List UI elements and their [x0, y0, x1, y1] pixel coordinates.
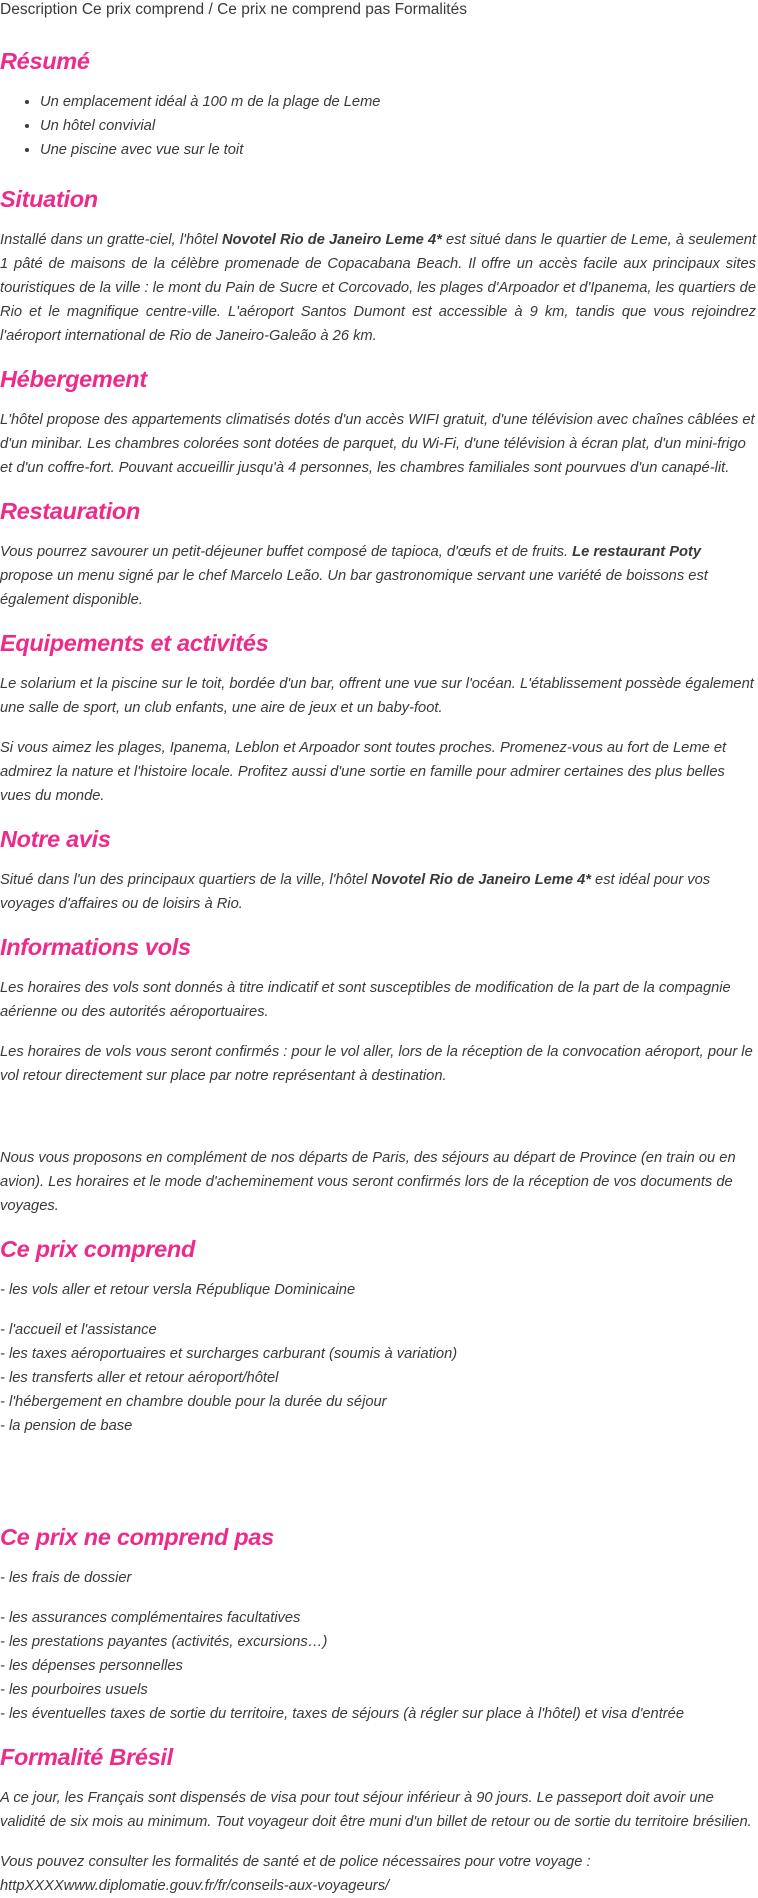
ne-comprend-item: - les éventuelles taxes de sortie du territoire, taxes de séjours (à régler sur place à l'hôtel) et visa d'entrée: [0, 1706, 685, 1722]
avis-text-after: est idéal pour vos voyages d'affaires ou de loisirs à Rio.: [0, 872, 711, 912]
tab-includes[interactable]: Ce prix comprend /: [81, 1, 213, 18]
tab-formalities[interactable]: Formalités: [394, 1, 467, 18]
comprend-first-item: - les vols aller et retour versla République Dominicaine: [0, 1282, 356, 1298]
hebergement-heading: Hébergement: [0, 366, 147, 392]
ne-comprend-item: - les assurances complémentaires facultatives: [0, 1610, 301, 1626]
diplomatie-link[interactable]: httpXXXXwww.diplomatie.gouv.fr/fr/conseils-aux-voyageurs/: [0, 1878, 390, 1894]
restauration-text-after: propose un menu signé par le chef Marcelo Leão. Un bar gastronomique servant une variété de boissons est également disponible.: [0, 568, 708, 608]
comprend-item: - l'hébergement en chambre double pour la durée du séjour: [0, 1394, 387, 1410]
comprend-heading: Ce prix comprend: [0, 1236, 195, 1262]
formalite-paragraph-1: A ce jour, les Français sont dispensés de visa pour tout séjour inférieur à 90 jours. Le passeport doit avoir une validité de six mois au minimum. Tout voyageur doit être muni d'un billet de retour ou de sortie du territoire brésilien.: [0, 1790, 752, 1830]
vols-heading: Informations vols: [0, 934, 191, 960]
ne-comprend-list: [0, 1606, 756, 1726]
ne-comprend-heading: Ce prix ne comprend pas: [0, 1524, 274, 1550]
vols-paragraph-1: Les horaires des vols sont donnés à titre indicatif et sont susceptibles de modification de la part de la compagnie aérienne ou des autorités aéroportuaires.: [0, 980, 731, 1020]
situation-paragraph: [0, 228, 756, 348]
comprend-item: - les transferts aller et retour aéroport/hôtel: [0, 1370, 279, 1386]
resume-item: • Un hôtel convivial: [40, 114, 756, 138]
ne-comprend-first-item: - les frais de dossier: [0, 1570, 132, 1586]
avis-hotel-name: Novotel Rio de Janeiro Leme 4*: [371, 872, 591, 888]
resume-item: • Un emplacement idéal à 100 m de la plage de Leme: [40, 90, 756, 114]
ne-comprend-item: - les prestations payantes (activités, excursions…): [0, 1634, 328, 1650]
vols-paragraph-2: Les horaires de vols vous seront confirmés : pour le vol aller, lors de la réception de la convocation aéroport, pour le vol retour directement sur place par notre représentant à destination.: [0, 1044, 753, 1084]
situation-text-after: est situé dans le quartier de Leme, à seulement 1 pâté de maisons de la célèbre promenade de Copacabana Beach. Il offre un accès facile aux principaux sites touristiques de la ville : le mont du Pain de Sucre et Corcovado, les plages d'Arpoador et d'Ipanema, les quartiers de Rio et le magnifique centre-ville. L'aéroport Santos Dumont est accessible à 9 km, tandis que vous rejoindrez l'aéroport international de Rio de Janeiro-Galeão à 26 km.: [0, 232, 756, 344]
tab-bar: [0, 0, 756, 20]
equipements-paragraph-1: Le solarium et la piscine sur le toit, bordée d'un bar, offrent une vue sur l'océan. L'établissement possède également une salle de sport, un club enfants, une aire de jeux et un baby-foot.: [0, 676, 754, 716]
vols-paragraph-3: Nous vous proposons en complément de nos départs de Paris, des séjours au départ de Province (en train ou en avion). Les horaires et le mode d'acheminement vous seront confirmés lors de la réception de vos documents de voyages.: [0, 1150, 736, 1214]
equipements-heading: Equipements et activités: [0, 630, 269, 656]
situation-heading: Situation: [0, 186, 98, 212]
restauration-paragraph: [0, 540, 756, 612]
comprend-item: - les taxes aéroportuaires et surcharges carburant (soumis à variation): [0, 1346, 458, 1362]
formalite-heading: Formalité Brésil: [0, 1744, 173, 1770]
spacer: [0, 1454, 756, 1522]
resume-item: • Une piscine avec vue sur le toit: [40, 138, 756, 162]
comprend-item: - l'accueil et l'assistance: [0, 1322, 157, 1338]
avis-heading: Notre avis: [0, 826, 111, 852]
resume-heading: Résumé: [0, 48, 90, 74]
avis-text-before: Situé dans l'un des principaux quartiers de la ville, l'hôtel: [0, 872, 372, 888]
restauration-text-before: Vous pourrez savourer un petit-déjeuner buffet composé de tapioca, d'œufs et de fruits.: [0, 544, 573, 560]
tab-excludes[interactable]: Ce prix ne comprend pas: [217, 1, 391, 18]
formalite-text: Vous pouvez consulter les formalités de santé et de police nécessaires pour votre voyage :: [0, 1854, 591, 1870]
formalite-paragraph-2: [0, 1850, 756, 1898]
resume-list: [0, 90, 756, 162]
situation-hotel-name: Novotel Rio de Janeiro Leme 4*: [221, 232, 442, 248]
ne-comprend-item: - les dépenses personnelles: [0, 1658, 183, 1674]
situation-text-before: Installé dans un gratte-ciel, l'hôtel: [0, 232, 222, 248]
tab-description[interactable]: Description: [0, 1, 78, 18]
comprend-item: - la pension de base: [0, 1418, 133, 1434]
hebergement-paragraph: L'hôtel propose des appartements climatisés dotés d'un accès WIFI gratuit, d'une télévision avec chaînes câblées et d'un minibar. Les chambres colorées sont dotées de parquet, du Wi-Fi, d'une télévision à écran plat, d'un mini-frigo et d'un coffre-fort. Pouvant accueillir jusqu'à 4 personnes, les chambres familiales sont pourvues d'un canapé-lit.: [0, 412, 755, 476]
restauration-heading: Restauration: [0, 498, 141, 524]
spacer: [0, 1104, 756, 1146]
restaurant-name: Le restaurant Poty: [572, 544, 702, 560]
avis-paragraph: [0, 868, 756, 916]
equipements-paragraph-2: Si vous aimez les plages, Ipanema, Leblon et Arpoador sont toutes proches. Promenez-vous au fort de Leme et admirez la nature et l'histoire locale. Profitez aussi d'une sortie en famille pour admirer certaines des plus belles vues du monde.: [0, 740, 727, 804]
ne-comprend-item: - les pourboires usuels: [0, 1682, 148, 1698]
comprend-list: [0, 1318, 756, 1438]
